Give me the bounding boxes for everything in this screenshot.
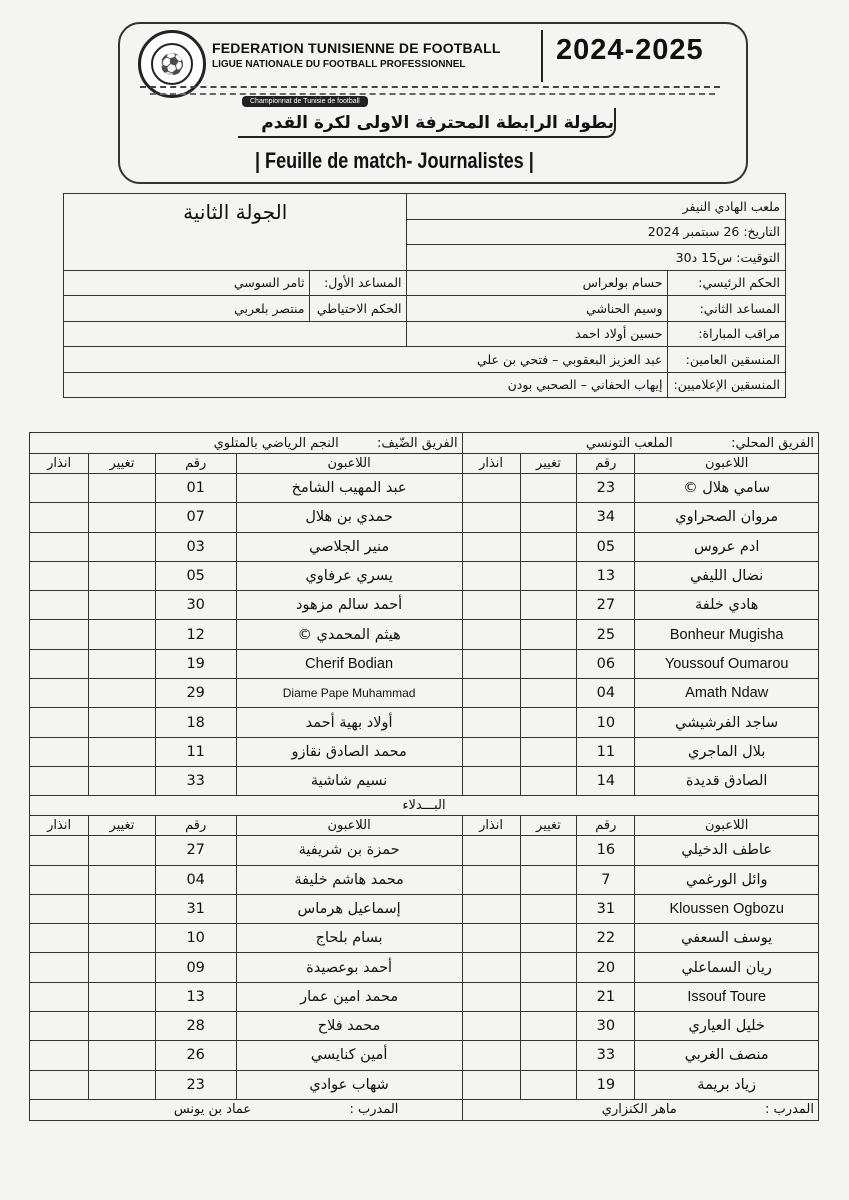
warning-cell (462, 620, 520, 649)
season: 2024-2025 (556, 34, 704, 66)
player-name: منصف الغربي (635, 1041, 819, 1070)
player-row (30, 836, 819, 865)
col-warning: انذار (30, 816, 89, 836)
player-number: 31 (155, 894, 236, 923)
header-divider (541, 30, 543, 82)
change-cell (89, 924, 155, 953)
player-name: محمد الصادق نقازو (236, 737, 462, 766)
player-number: 23 (577, 474, 635, 503)
player-row (30, 953, 819, 982)
player-number: 13 (155, 982, 236, 1011)
change-cell (520, 474, 577, 503)
player-number: 20 (577, 953, 635, 982)
player-row (30, 737, 819, 766)
player-name: زياد بريمة (635, 1070, 819, 1099)
col-players: اللاعبون (635, 816, 819, 836)
home-team-cell (462, 433, 818, 454)
col-change: تغيير (89, 816, 155, 836)
assistant1-name: ثامر السوسي (64, 270, 310, 296)
change-cell (520, 620, 577, 649)
change-cell (89, 1041, 155, 1070)
player-number: 29 (155, 679, 236, 708)
warning-cell (462, 679, 520, 708)
commissioner-label: مراقب المباراة: (668, 321, 786, 347)
warning-cell (30, 982, 89, 1011)
col-players: اللاعبون (236, 454, 462, 474)
warning-cell (462, 924, 520, 953)
player-number: 18 (155, 708, 236, 737)
player-name: أحمد سالم مزهود (236, 591, 462, 620)
change-cell (520, 1012, 577, 1041)
player-number: 14 (577, 766, 635, 795)
championship-ar-title: بطولة الرابطة المحترفة الاولى لكرة القدم (238, 108, 616, 138)
warning-cell (30, 766, 89, 795)
player-name: عاطف الدخيلي (635, 836, 819, 865)
round: الجولة الثانية (64, 194, 407, 271)
player-number: 13 (577, 561, 635, 590)
player-name: محمد امين عمار (236, 982, 462, 1011)
player-number: 05 (577, 532, 635, 561)
change-cell (520, 836, 577, 865)
warning-cell (30, 649, 89, 678)
col-warning: انذار (462, 816, 520, 836)
col-players: اللاعبون (635, 454, 819, 474)
change-cell (520, 953, 577, 982)
referee-label: الحكم الرئيسي: (668, 270, 786, 296)
change-cell (520, 982, 577, 1011)
player-number: 22 (577, 924, 635, 953)
player-name: Kloussen Ogbozu (635, 894, 819, 923)
warning-cell (30, 953, 89, 982)
warning-cell (30, 894, 89, 923)
player-number: 19 (155, 649, 236, 678)
col-change: تغيير (89, 454, 155, 474)
player-number: 26 (155, 1041, 236, 1070)
warning-cell (30, 561, 89, 590)
warning-cell (30, 474, 89, 503)
player-row (30, 503, 819, 532)
player-row (30, 474, 819, 503)
player-number: 30 (577, 1012, 635, 1041)
championship-fr-label: Championnat de Tunisie de football (242, 96, 368, 107)
player-name: يسري عرفاوي (236, 561, 462, 590)
col-change: تغيير (520, 816, 577, 836)
warning-cell (30, 679, 89, 708)
player-row (30, 620, 819, 649)
away-team-cell (30, 433, 463, 454)
dashed-divider-2 (150, 93, 715, 95)
player-number: 10 (155, 924, 236, 953)
home-coach-label: المدرب : (765, 1102, 814, 1118)
change-cell (520, 561, 577, 590)
warning-cell (462, 591, 520, 620)
player-row (30, 924, 819, 953)
col-number: رقم (155, 816, 236, 836)
player-number: 12 (155, 620, 236, 649)
warning-cell (462, 649, 520, 678)
player-name: ريان السماعلي (635, 953, 819, 982)
player-name: إسماعيل هرماس (236, 894, 462, 923)
change-cell (89, 982, 155, 1011)
player-row (30, 591, 819, 620)
warning-cell (462, 474, 520, 503)
change-cell (89, 620, 155, 649)
federation-name: FEDERATION TUNISIENNE DE FOOTBALL (212, 40, 501, 56)
player-name: نسيم شاشية (236, 766, 462, 795)
player-number: 16 (577, 836, 635, 865)
player-name: Diame Pape Muhammad (236, 679, 462, 708)
player-row (30, 1070, 819, 1099)
player-row (30, 982, 819, 1011)
referee-name: حسام بولعراس (407, 270, 668, 296)
warning-cell (462, 953, 520, 982)
away-team-label: الفريق الضّيف: (377, 435, 458, 451)
player-name: أحمد بوعصيدة (236, 953, 462, 982)
player-row (30, 649, 819, 678)
change-cell (520, 1070, 577, 1099)
match-date: التاريخ: 26 سبتمبر 2024 (407, 219, 786, 245)
warning-cell (462, 865, 520, 894)
change-cell (520, 503, 577, 532)
change-cell (89, 737, 155, 766)
away-coach-label: المدرب : (349, 1102, 399, 1118)
change-cell (520, 532, 577, 561)
away-coach-name: عماد بن يونس (173, 1102, 252, 1118)
assistant1-label: المساعد الأول: (310, 270, 407, 296)
player-name: ادم عروس (635, 532, 819, 561)
coordinators-label: المنسقين العامين: (668, 347, 786, 373)
player-name: محمد هاشم خليفة (236, 865, 462, 894)
player-number: 33 (577, 1041, 635, 1070)
col-warning: انذار (30, 454, 89, 474)
player-name: شهاب عوادي (236, 1070, 462, 1099)
change-cell (89, 532, 155, 561)
away-team-name: النجم الرياضي بالمتلوي (213, 435, 339, 451)
warning-cell (30, 924, 89, 953)
change-cell (520, 924, 577, 953)
player-name: حمزة بن شريفية (236, 836, 462, 865)
player-number: 04 (155, 865, 236, 894)
player-number: 7 (577, 865, 635, 894)
commissioner-name: حسين أولاد احمد (407, 321, 668, 347)
change-cell (89, 503, 155, 532)
player-number: 03 (155, 532, 236, 561)
away-coach-cell (30, 1099, 463, 1120)
player-row (30, 766, 819, 795)
change-cell (89, 953, 155, 982)
player-number: 10 (577, 708, 635, 737)
coordinators-names: عبد العزيز البعقوبي – فتحي بن علي (64, 347, 668, 373)
player-number: 27 (155, 836, 236, 865)
change-cell (89, 865, 155, 894)
player-row (30, 1041, 819, 1070)
match-info-table (63, 193, 786, 398)
warning-cell (462, 1012, 520, 1041)
player-row (30, 708, 819, 737)
change-cell (89, 894, 155, 923)
change-cell (89, 1012, 155, 1041)
col-change: تغيير (520, 454, 577, 474)
player-name: بلال الماجري (635, 737, 819, 766)
player-name: هيثم المحمدي © (236, 620, 462, 649)
player-number: 28 (155, 1012, 236, 1041)
warning-cell (30, 1041, 89, 1070)
player-name: ساجد الفرشيشي (635, 708, 819, 737)
player-name: مروان الصحراوي (635, 503, 819, 532)
player-name: نضال الليفي (635, 561, 819, 590)
change-cell (89, 649, 155, 678)
warning-cell (462, 894, 520, 923)
player-number: 33 (155, 766, 236, 795)
player-name: حمدي بن هلال (236, 503, 462, 532)
subs-title: البـــدلاء (30, 796, 819, 816)
change-cell (520, 737, 577, 766)
warning-cell (30, 1070, 89, 1099)
warning-cell (462, 766, 520, 795)
player-number: 34 (577, 503, 635, 532)
media-label: المنسقين الإعلاميين: (668, 372, 786, 398)
player-number: 30 (155, 591, 236, 620)
change-cell (89, 836, 155, 865)
change-cell (89, 474, 155, 503)
home-coach-name: ماهر الكنزاري (601, 1102, 677, 1118)
player-name: Cherif Bodian (236, 649, 462, 678)
player-number: 23 (155, 1070, 236, 1099)
warning-cell (462, 737, 520, 766)
player-name: الصادق قديدة (635, 766, 819, 795)
player-name: وائل الورغمي (635, 865, 819, 894)
player-row (30, 561, 819, 590)
change-cell (89, 561, 155, 590)
change-cell (520, 708, 577, 737)
warning-cell (462, 982, 520, 1011)
player-row (30, 865, 819, 894)
change-cell (520, 894, 577, 923)
player-name: خليل العياري (635, 1012, 819, 1041)
reserve-name: منتصر بلعربي (64, 296, 310, 322)
player-name: Issouf Toure (635, 982, 819, 1011)
player-row (30, 679, 819, 708)
player-number: 11 (155, 737, 236, 766)
assistant2-name: وسيم الحناشي (407, 296, 668, 322)
match-time: التوقيت: س15 د30 (407, 245, 786, 271)
player-number: 06 (577, 649, 635, 678)
player-number: 09 (155, 953, 236, 982)
warning-cell (30, 737, 89, 766)
col-number: رقم (155, 454, 236, 474)
stadium: ملعب الهادي النيفر (407, 194, 786, 220)
player-name: Amath Ndaw (635, 679, 819, 708)
player-number: 04 (577, 679, 635, 708)
warning-cell (462, 503, 520, 532)
player-number: 25 (577, 620, 635, 649)
sheet-title: | Feuille de match- Journalistes | (255, 148, 534, 173)
warning-cell (462, 561, 520, 590)
empty-cell (64, 321, 407, 347)
warning-cell (30, 591, 89, 620)
assistant2-label: المساعد الثاني: (668, 296, 786, 322)
change-cell (89, 1070, 155, 1099)
warning-cell (30, 836, 89, 865)
col-players: اللاعبون (236, 816, 462, 836)
player-name: محمد فلاح (236, 1012, 462, 1041)
change-cell (89, 679, 155, 708)
player-number: 21 (577, 982, 635, 1011)
league-name: LIGUE NATIONALE DU FOOTBALL PROFESSIONNEL (212, 59, 466, 70)
change-cell (520, 679, 577, 708)
player-name: Youssouf Oumarou (635, 649, 819, 678)
change-cell (89, 766, 155, 795)
player-name: Bonheur Mugisha (635, 620, 819, 649)
warning-cell (30, 1012, 89, 1041)
warning-cell (30, 865, 89, 894)
warning-cell (30, 620, 89, 649)
change-cell (520, 865, 577, 894)
player-number: 27 (577, 591, 635, 620)
player-name: يوسف السعفي (635, 924, 819, 953)
warning-cell (30, 708, 89, 737)
change-cell (520, 1041, 577, 1070)
warning-cell (462, 1070, 520, 1099)
player-name: أولاد بهية أحمد (236, 708, 462, 737)
change-cell (520, 591, 577, 620)
player-number: 31 (577, 894, 635, 923)
player-name: بسام بلحاج (236, 924, 462, 953)
change-cell (520, 649, 577, 678)
player-name: عبد المهيب الشامخ (236, 474, 462, 503)
dashed-divider (140, 86, 720, 88)
player-name: منير الجلاصي (236, 532, 462, 561)
player-name: هادي خلفة (635, 591, 819, 620)
lineup-table (29, 432, 819, 1121)
player-number: 19 (577, 1070, 635, 1099)
player-name: أمين كنايسي (236, 1041, 462, 1070)
warning-cell (462, 532, 520, 561)
warning-cell (30, 503, 89, 532)
warning-cell (462, 708, 520, 737)
player-number: 01 (155, 474, 236, 503)
player-row (30, 532, 819, 561)
media-names: إيهاب الحفاني – الصحبي بودن (64, 372, 668, 398)
reserve-label: الحكم الاحتياطي (310, 296, 407, 322)
col-warning: انذار (462, 454, 520, 474)
change-cell (89, 591, 155, 620)
player-number: 05 (155, 561, 236, 590)
change-cell (520, 766, 577, 795)
warning-cell (462, 836, 520, 865)
change-cell (89, 708, 155, 737)
player-row (30, 894, 819, 923)
home-coach-cell (462, 1099, 818, 1120)
warning-cell (462, 1041, 520, 1070)
player-name: سامي هلال © (635, 474, 819, 503)
warning-cell (30, 532, 89, 561)
col-number: رقم (577, 816, 635, 836)
player-row (30, 1012, 819, 1041)
player-number: 07 (155, 503, 236, 532)
home-team-label: الفريق المحلي: (731, 435, 814, 451)
home-team-name: الملعب التونسي (585, 435, 673, 451)
player-number: 11 (577, 737, 635, 766)
col-number: رقم (577, 454, 635, 474)
football-emblem-icon: ⚽ (151, 43, 193, 85)
